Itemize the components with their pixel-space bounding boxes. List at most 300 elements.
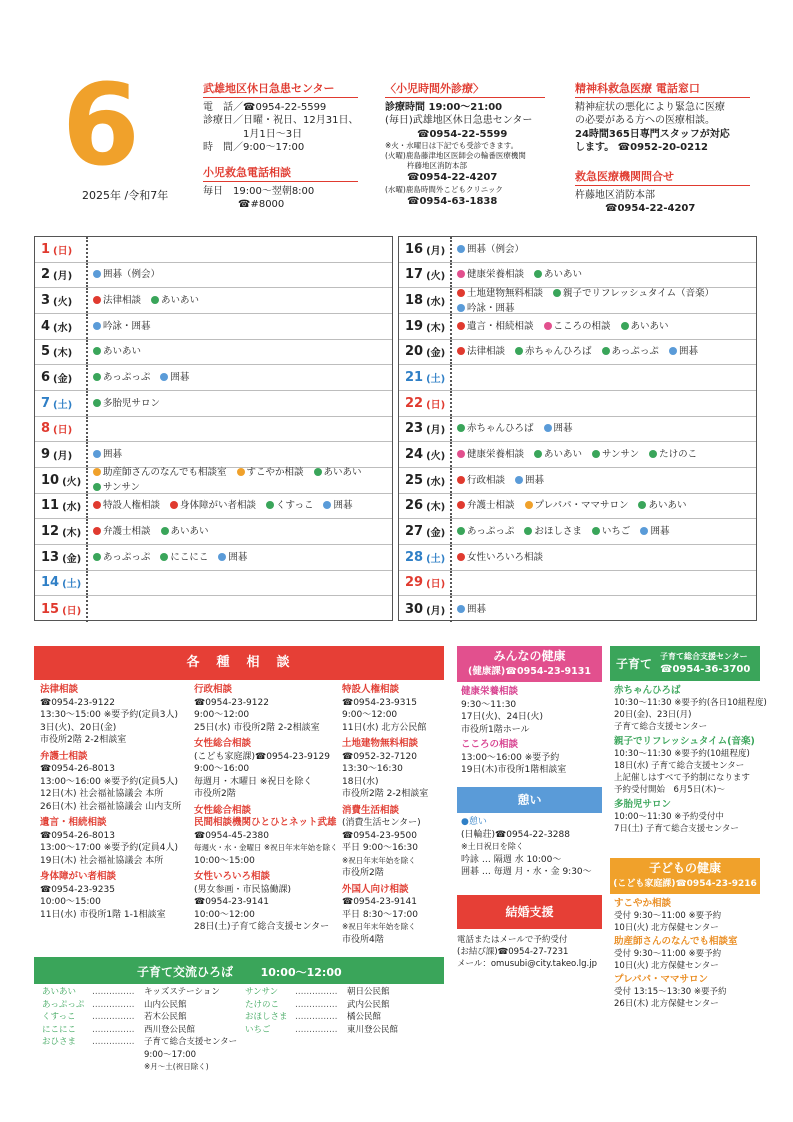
day-of-week: (月)	[426, 605, 446, 617]
section-line: 19日(木)市役所1階相談室	[461, 765, 567, 775]
emergency-title: 救急医療機関問合せ	[575, 170, 750, 186]
event-label: 囲碁	[228, 551, 248, 563]
calendar-date	[35, 237, 88, 262]
event-list	[88, 267, 170, 282]
section-heading: 多胎児サロン	[614, 799, 672, 810]
event-item	[237, 467, 304, 478]
event-list	[88, 293, 209, 308]
event-label: 多胎児サロン	[103, 397, 161, 409]
day-of-week: (火)	[426, 271, 446, 283]
calendar-date	[35, 365, 88, 390]
event-label: くすっこ	[276, 500, 314, 512]
date-number: 15	[41, 601, 60, 617]
hiroba-leader: ……………	[92, 1037, 135, 1047]
calendar-row	[399, 494, 756, 520]
section-heading: 消費生活相談	[342, 804, 400, 816]
hiroba-name: くすっこ	[42, 1012, 76, 1022]
event-label: あっぷっぷ	[103, 551, 151, 563]
event-item	[457, 321, 534, 332]
event-label: おほしさま	[534, 526, 582, 538]
kosodate-sub2: ☎0954-36-3700	[660, 664, 751, 675]
calendar-row	[399, 263, 756, 289]
event-list	[452, 242, 534, 257]
after-hours-note: 杵藤地区消防本部	[407, 161, 467, 170]
calendar-row	[399, 288, 756, 314]
section-line: (消費生活センター)	[342, 818, 421, 828]
event-label: サンサン	[602, 449, 640, 461]
event-item	[93, 449, 122, 460]
event-dot-icon	[314, 468, 322, 476]
emergency-line: ☎0954-22-4207	[605, 203, 696, 214]
event-item	[592, 526, 631, 537]
section-line: 平日 9:00～16:30	[342, 843, 419, 853]
section-line: 10:00～15:00	[194, 855, 255, 866]
event-dot-icon	[93, 501, 101, 509]
hiroba-extra: ※月～土(祝日除く)	[144, 1062, 209, 1071]
calendar-date	[399, 340, 452, 365]
soudan-col1	[40, 684, 190, 925]
event-dot-icon	[93, 270, 101, 278]
section-line: 11日(水) 市役所1階 1-1相談室	[40, 909, 166, 920]
section-line: 18日(水) 子育て総合支援センター	[614, 761, 745, 771]
event-label: あいあい	[648, 500, 687, 512]
event-item	[602, 346, 659, 357]
hiroba-place: 西川登公民館	[144, 1024, 196, 1035]
section-line: ☎0954-23-9500	[342, 830, 417, 841]
section-heading: こころの相談	[461, 739, 519, 750]
ikoi-line: (日輪荘)☎0954-22-3288	[461, 829, 570, 840]
calendar-row	[35, 288, 392, 314]
event-list	[452, 319, 679, 334]
event-item	[534, 449, 582, 460]
event-label: 囲碁	[525, 474, 545, 486]
event-label: たけのこ	[659, 449, 698, 461]
calendar-date	[399, 468, 452, 493]
hiroba-leader: ……………	[295, 999, 338, 1010]
event-label: サンサン	[103, 482, 141, 494]
kenkou-title: みんなの健康	[493, 649, 566, 663]
event-item	[621, 321, 669, 332]
date-number: 1	[41, 241, 51, 257]
event-dot-icon	[93, 450, 101, 458]
event-dot-icon	[524, 527, 532, 535]
event-label: 遺言・相続相談	[467, 320, 534, 332]
section-heading: 女性総合相談	[194, 804, 252, 816]
event-list	[88, 344, 151, 359]
calendar-row	[35, 417, 392, 443]
day-of-week: (土)	[426, 374, 446, 386]
takeo-holiday-line: 診療日／日曜・祝日、12月31日、	[203, 115, 359, 126]
calendar-date	[35, 468, 88, 493]
event-item	[93, 552, 150, 563]
calendar-row	[399, 442, 756, 468]
event-item	[314, 467, 362, 478]
event-label: 健康栄養相談	[467, 449, 525, 461]
soudan-header: 各 種 相 談	[34, 646, 444, 680]
section-line: 受付 13:15～13:30 ※要予約	[614, 987, 727, 997]
event-dot-icon	[553, 289, 561, 297]
event-item	[93, 346, 141, 357]
event-list	[88, 465, 392, 495]
event-list	[452, 602, 496, 617]
hiroba-item	[245, 986, 425, 999]
event-item	[457, 449, 524, 460]
day-of-week: (火)	[53, 297, 73, 309]
day-of-week: (木)	[426, 322, 446, 334]
psych-line: 24時間365日専門スタッフが対応	[575, 128, 730, 140]
event-label: 土地建物無料相談	[467, 287, 544, 299]
after-hours-note: (火曜)鹿島藤津地区医師会の輪番医療機関	[385, 151, 526, 160]
calendar-row	[35, 468, 392, 494]
event-label: あいあい	[170, 526, 209, 538]
kosodate-title: 子育て	[616, 657, 653, 671]
section-line: 13:00～16:00 ※要予約(定員5人)	[40, 776, 179, 787]
hiroba-place: 山内公民館	[144, 999, 187, 1010]
event-label: 囲碁	[333, 500, 353, 512]
calendar-date	[399, 263, 452, 288]
event-label: こころの相談	[553, 320, 611, 332]
event-dot-icon	[457, 501, 465, 509]
event-label: 女性いろいろ相談	[467, 551, 544, 563]
section-heading: プレパパ・ママサロン	[614, 974, 708, 985]
section-heading: 遺言・相続相談	[40, 817, 107, 828]
event-list	[452, 421, 583, 436]
event-label: プレパパ・ママサロン	[534, 500, 629, 512]
event-item	[457, 346, 505, 357]
calendar-date	[35, 288, 88, 313]
pediatric-phone-block	[203, 166, 358, 212]
date-number: 26	[405, 498, 424, 514]
event-dot-icon	[93, 553, 101, 561]
event-label: 法律相談	[103, 295, 142, 307]
section-line: 市役所4階	[342, 934, 384, 945]
event-item	[457, 244, 524, 255]
calendar-date	[399, 288, 452, 313]
hiroba-item	[245, 999, 425, 1012]
event-item	[592, 449, 639, 460]
calendar-row	[35, 314, 392, 340]
event-label: 吟詠・囲碁	[467, 302, 515, 314]
section-line: ※祝日年末年始を除く	[342, 855, 416, 865]
event-item	[93, 526, 151, 537]
section-line: (男女参画・市民協働課)	[194, 884, 292, 895]
kenkou-header	[457, 646, 602, 682]
event-dot-icon	[457, 553, 465, 561]
event-label: 親子でリフレッシュタイム（音楽）	[563, 287, 715, 299]
psych-title: 精神科救急医療 電話窓口	[575, 82, 750, 98]
date-number: 8	[41, 421, 51, 437]
event-dot-icon	[457, 527, 465, 535]
calendar-row	[399, 468, 756, 494]
section-line: 11日(水) 北方公民館	[342, 722, 427, 733]
hiroba-name: たけのこ	[245, 999, 280, 1010]
hiroba-name: おひさま	[42, 1037, 77, 1047]
ikoi-line: ※土日祝日を除く	[461, 842, 524, 851]
takeo-holiday-line: 1月1日～3日	[243, 128, 303, 140]
event-list	[88, 396, 170, 411]
calendar-date	[399, 237, 452, 262]
kenkou-sub: (健康課)☎0954-23-9131	[467, 666, 591, 677]
pediatric-phone-line: ☎#8000	[238, 199, 285, 210]
calendar-date	[35, 545, 88, 570]
calendar-row	[399, 391, 756, 417]
section-line: 20日(金)、23日(月)	[614, 710, 692, 720]
calendar-row	[399, 340, 756, 366]
section-gap	[614, 835, 762, 838]
takeo-holiday-line: 電 話／☎0954-22-5599	[203, 101, 327, 113]
after-hours-line: 診療時間 19:00～21:00	[385, 101, 503, 113]
psych-line: の必要がある方への医療相談。	[575, 115, 715, 126]
day-of-week: (水)	[426, 297, 446, 309]
event-list	[452, 524, 679, 539]
event-label: あっぷっぷ	[103, 372, 151, 384]
date-number: 21	[405, 370, 424, 386]
event-label: 弁護士相談	[467, 500, 515, 512]
date-number: 18	[405, 293, 424, 309]
hiroba-item	[42, 1024, 247, 1037]
hiroba-leader: ……………	[92, 1012, 135, 1022]
event-item	[93, 398, 160, 409]
event-item	[151, 295, 199, 306]
day-of-week: (金)	[62, 553, 82, 565]
section-line: 子育て総合支援センター	[614, 722, 708, 732]
section-line: 毎週月・木曜日 ※祝日を除く	[194, 776, 313, 787]
date-number: 9	[41, 447, 51, 463]
event-dot-icon	[640, 527, 648, 535]
event-label: 身体障がい者相談	[180, 500, 257, 512]
date-number: 19	[405, 318, 424, 334]
hiroba-item	[42, 1036, 247, 1049]
event-dot-icon	[669, 347, 677, 355]
kekkon-line: 電話またはメールで予約受付	[457, 935, 568, 945]
event-label: 囲碁	[650, 526, 670, 538]
date-number: 11	[41, 498, 60, 514]
event-label: 囲碁	[103, 449, 123, 461]
hiroba-name: あっぷっぷ	[42, 999, 85, 1010]
section-line: 平日 8:30～17:00	[342, 909, 419, 920]
calendar-date	[399, 571, 452, 596]
day-of-week: (日)	[53, 425, 73, 437]
event-dot-icon	[457, 605, 465, 613]
date-number: 29	[405, 575, 424, 591]
calendar-row	[35, 494, 392, 520]
calendar-row	[399, 545, 756, 571]
event-item	[170, 500, 256, 511]
section-line: ☎0954-23-9141	[194, 897, 269, 907]
section-gap	[194, 934, 339, 938]
event-dot-icon	[534, 450, 542, 458]
ikoi-line: 囲碁 … 毎週 月・水・金 9:30～	[461, 867, 592, 877]
calendar-date	[399, 596, 452, 622]
event-list	[452, 473, 554, 488]
calendar-row	[35, 263, 392, 289]
event-dot-icon	[544, 424, 552, 432]
date-number: 12	[41, 524, 60, 540]
ikoi-body	[461, 816, 611, 879]
date-number: 6	[41, 370, 51, 386]
event-item	[218, 552, 247, 563]
section-line: 9:30～11:30	[461, 699, 517, 710]
hiroba-leader: ……………	[295, 1024, 338, 1035]
kosodate-body	[614, 685, 767, 838]
calendar-right	[398, 236, 757, 621]
kodomo-header	[610, 858, 760, 894]
kosodate-sub1: 子育て総合支援センター	[660, 652, 748, 661]
calendar-row	[35, 545, 392, 571]
event-item	[457, 269, 524, 280]
event-label: 助産師さんのなんでも相談室	[103, 467, 227, 479]
event-item	[457, 423, 534, 434]
event-dot-icon	[93, 322, 101, 330]
date-number: 13	[41, 549, 60, 565]
section-heading: 女性いろいろ相談	[194, 871, 271, 882]
event-item	[544, 423, 573, 434]
event-item	[457, 475, 505, 486]
hiroba-left-list	[42, 986, 247, 1074]
hiroba-title: 子育て交流ひろば	[137, 965, 234, 979]
event-item	[457, 303, 515, 314]
section-gap	[342, 946, 447, 950]
event-label: あいあい	[544, 269, 583, 281]
month-number: 6	[62, 61, 140, 191]
calendar-row	[399, 596, 756, 622]
calendar-left	[34, 236, 393, 621]
section-line: 17日(火)、24日(火)	[461, 712, 543, 722]
hiroba-name: いちご	[245, 1024, 271, 1035]
section-line: 予約受付開始 6月5日(木)～	[614, 785, 725, 795]
takeo-holiday-block	[203, 82, 358, 155]
section-line: ※祝日年末年始を除く	[342, 922, 416, 931]
calendar-date	[399, 545, 452, 570]
event-item	[161, 526, 209, 537]
calendar-date	[399, 519, 452, 544]
calendar-date	[399, 391, 452, 416]
calendar-date	[399, 365, 452, 390]
section-line: ☎0954-23-9122	[194, 697, 269, 708]
calendar-date	[35, 519, 88, 544]
section-line: (こども家庭課)☎0954-23-9129	[194, 751, 330, 762]
section-heading: すこやか相談	[614, 898, 672, 909]
day-of-week: (日)	[53, 245, 73, 257]
event-dot-icon	[544, 322, 552, 330]
day-of-week: (木)	[62, 528, 82, 540]
after-hours-line: (毎日)武雄地区休日急患センター	[385, 115, 533, 126]
section-line: 3日(火)、20日(金)	[40, 722, 117, 733]
section-line: ☎0954-23-9235	[40, 884, 115, 895]
event-item	[544, 321, 611, 332]
calendar-date	[399, 442, 452, 467]
section-heading: 土地建物無料相談	[342, 738, 419, 749]
calendar-row	[35, 391, 392, 417]
calendar-date	[399, 417, 452, 442]
calendar-row	[35, 596, 392, 622]
event-label: あいあい	[323, 467, 362, 479]
event-dot-icon	[266, 501, 274, 509]
hiroba-item	[42, 1011, 247, 1024]
day-of-week: (金)	[426, 528, 446, 540]
calendar-date	[35, 417, 88, 442]
year-label: 2025年 /令和7年	[82, 189, 169, 202]
calendar-row	[35, 237, 392, 263]
section-heading: 助産師さんのなんでも相談室	[614, 936, 738, 947]
event-dot-icon	[534, 270, 542, 278]
event-dot-icon	[161, 527, 169, 535]
section-line: 9:00～12:00	[342, 710, 398, 720]
date-number: 16	[405, 241, 424, 257]
section-line: 26日(木) 北方保健センター	[614, 999, 719, 1009]
event-label: 囲碁	[678, 346, 698, 358]
event-dot-icon	[525, 501, 533, 509]
section-line: 28日(土)子育て総合支援センター	[194, 922, 330, 932]
hiroba-leader: ……………	[295, 1012, 338, 1022]
day-of-week: (金)	[53, 374, 73, 386]
event-dot-icon	[160, 553, 168, 561]
event-item	[638, 500, 686, 511]
event-dot-icon	[638, 501, 646, 509]
section-line: ☎0954-23-9122	[40, 697, 115, 708]
day-of-week: (水)	[426, 476, 446, 488]
event-item	[515, 475, 544, 486]
event-label: あいあい	[103, 346, 142, 358]
event-dot-icon	[457, 347, 465, 355]
hiroba-name: あいあい	[42, 987, 77, 997]
event-item	[160, 372, 189, 383]
section-heading: 法律相談	[40, 684, 79, 695]
section-line: ☎0954-26-8013	[40, 764, 115, 774]
event-list	[88, 447, 132, 462]
event-dot-icon	[457, 424, 465, 432]
event-label: 健康栄養相談	[467, 269, 525, 281]
kekkon-line: (お結び課)☎0954-27-7231	[457, 947, 569, 957]
event-item	[160, 552, 208, 563]
event-item	[457, 288, 543, 299]
event-dot-icon	[602, 347, 610, 355]
section-line: 受付 9:30～11:00 ※要予約	[614, 949, 722, 959]
section-gap	[614, 1010, 762, 1012]
calendar-date	[35, 571, 88, 596]
after-hours-note: ☎0954-22-4207	[407, 172, 498, 183]
date-number: 7	[41, 395, 51, 411]
calendar-row	[399, 519, 756, 545]
event-list	[88, 319, 161, 334]
section-line: 上記催しはすべて予約制になります	[614, 773, 750, 783]
event-dot-icon	[218, 553, 226, 561]
hiroba-right-list	[245, 986, 425, 1036]
hiroba-place: キッズステーション	[144, 987, 220, 997]
hiroba-header	[34, 957, 444, 984]
section-line: 市役所2階 2-2相談室	[342, 789, 429, 799]
section-heading: 女性総合相談	[194, 738, 252, 749]
day-of-week: (日)	[426, 579, 446, 591]
section-line: 市役所2階	[194, 789, 236, 799]
event-item	[457, 552, 543, 563]
event-item	[323, 500, 352, 511]
takeo-holiday-line: 時 間／9:00～17:00	[203, 142, 305, 153]
day-of-week: (月)	[426, 425, 446, 437]
calendar-row	[35, 442, 392, 468]
kodomo-body	[614, 898, 762, 1012]
event-item	[93, 269, 160, 280]
section-line: 25日(水) 市役所2階 2-2相談室	[194, 722, 320, 733]
section-line: 19日(木) 社会福祉協議会 本所	[40, 855, 164, 866]
kekkon-body	[457, 934, 607, 970]
psych-line: します。 ☎0952-20-0212	[575, 142, 709, 153]
event-item	[93, 500, 160, 511]
section-heading: 特設人権相談	[342, 684, 400, 695]
calendar-row	[399, 314, 756, 340]
calendar-date	[399, 314, 452, 339]
ikoi-line: ●憩い	[461, 817, 487, 827]
